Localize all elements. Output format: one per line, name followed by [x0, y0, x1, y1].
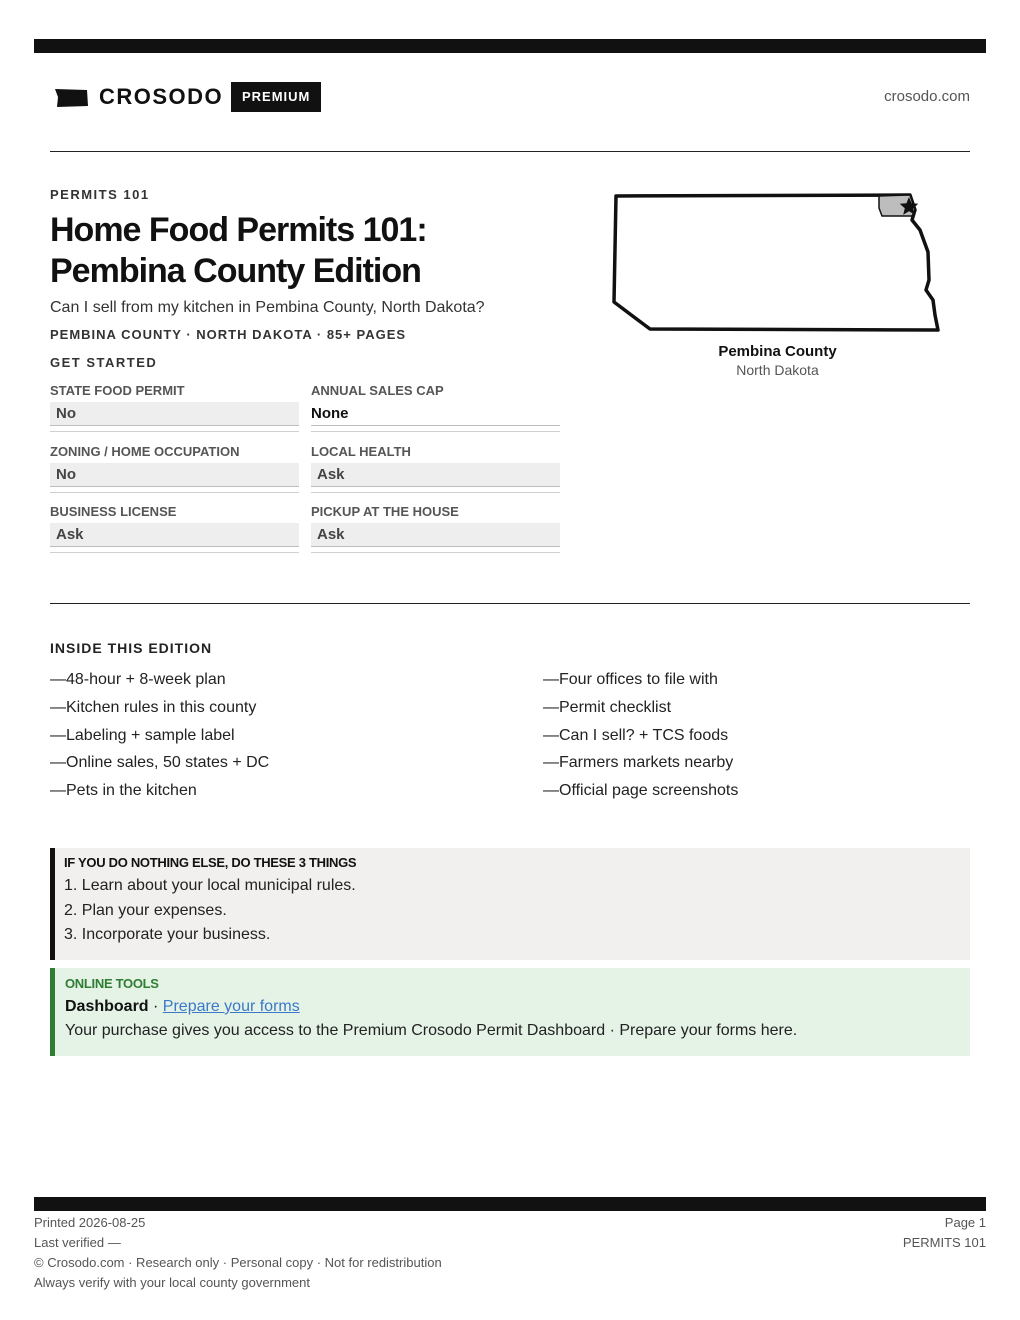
- last-verified: Last verified —: [34, 1235, 121, 1250]
- field-label: STATE FOOD PERMIT: [50, 383, 185, 398]
- list-item: —Four offices to file with: [543, 671, 718, 688]
- kicker: PERMITS 101: [50, 187, 150, 202]
- logo-icon: [54, 88, 88, 107]
- section-divider: [50, 603, 970, 604]
- field-value: Ask: [50, 523, 299, 547]
- callout-heading: IF YOU DO NOTHING ELSE, DO THESE 3 THINGS: [64, 855, 357, 870]
- page-number: Page 1: [944, 1215, 986, 1230]
- map-state-name: North Dakota: [736, 362, 819, 378]
- field-pickup-at-house: [311, 503, 560, 553]
- field-label: ANNUAL SALES CAP: [311, 383, 444, 398]
- top-rule: [34, 39, 986, 53]
- list-item: —Online sales, 50 states + DC: [50, 754, 270, 772]
- online-tools-panel: [50, 968, 970, 1056]
- field-label: LOCAL HEALTH: [311, 444, 411, 459]
- header-divider: [50, 151, 970, 152]
- field-value: Ask: [311, 523, 560, 547]
- tools-heading: ONLINE TOOLS: [65, 976, 159, 991]
- contents-list-right: [543, 666, 738, 805]
- field-underline: [50, 426, 299, 432]
- field-value: No: [50, 463, 299, 487]
- field-zoning: [50, 443, 299, 493]
- dashboard-label: Dashboard: [65, 998, 149, 1015]
- field-label: PICKUP AT THE HOUSE: [311, 504, 459, 519]
- field-annual-sales-cap: [311, 382, 560, 432]
- get-started-heading: GET STARTED: [50, 355, 158, 370]
- list-item: —Permit checklist: [543, 698, 672, 716]
- field-label: ZONING / HOME OCCUPATION: [50, 444, 240, 459]
- field-state-food-permit: [50, 382, 299, 432]
- three-things-callout: [50, 848, 970, 960]
- copyright: © Crosodo.com · Research only · Personal copy · Not for redistribution: [34, 1255, 442, 1270]
- footer-right: [903, 1213, 986, 1253]
- map-county-name: Pembina County: [718, 343, 837, 360]
- subtitle: Can I sell from my kitchen in Pembina County, North Dakota?: [50, 299, 485, 316]
- field-value: No: [50, 402, 299, 426]
- site-url[interactable]: crosodo.com: [884, 88, 970, 105]
- field-underline: [50, 547, 299, 553]
- list-item: —Pets in the kitchen: [50, 782, 197, 800]
- callout-item: 2. Plan your expenses.: [64, 901, 227, 919]
- bottom-rule: [34, 1197, 986, 1211]
- field-underline: [311, 547, 560, 553]
- field-business-license: [50, 503, 299, 553]
- field-underline: [311, 426, 560, 432]
- list-item: —48-hour + 8-week plan: [50, 671, 226, 688]
- field-underline: [50, 487, 299, 493]
- callout-item: 3. Incorporate your business.: [64, 926, 271, 943]
- field-underline: [311, 487, 560, 493]
- inside-edition-heading: INSIDE THIS EDITION: [50, 640, 213, 656]
- separator: ·: [148, 998, 163, 1015]
- list-item: —Can I sell? + TCS foods: [543, 726, 729, 744]
- page-title: [50, 210, 590, 292]
- state-map: [610, 190, 945, 338]
- list-item: —Official page screenshots: [543, 782, 739, 800]
- title-line-1: Home Food Permits 101:: [50, 211, 427, 249]
- prepare-forms-link[interactable]: Prepare your forms: [162, 998, 300, 1015]
- list-item: —Kitchen rules in this county: [50, 698, 257, 716]
- field-label: BUSINESS LICENSE: [50, 504, 177, 519]
- disclaimer: Always verify with your local county government: [34, 1275, 311, 1290]
- field-local-health: [311, 443, 560, 493]
- masthead: [50, 82, 970, 112]
- premium-badge: PREMIUM: [231, 82, 321, 112]
- printed-date: Printed 2026-08-25: [34, 1215, 146, 1230]
- brand-name: CROSODO: [99, 84, 224, 109]
- edition-meta: PEMBINA COUNTY · NORTH DAKOTA · 85+ PAGES: [50, 327, 407, 342]
- callout-item: 1. Learn about your local municipal rules.: [64, 877, 356, 894]
- tools-description: Your purchase gives you access to the Premium Crosodo Permit Dashboard · Prepare your forms here.: [65, 1022, 798, 1039]
- field-value: Ask: [311, 463, 560, 487]
- list-item: —Labeling + sample label: [50, 726, 235, 744]
- contents-list-left: [50, 666, 269, 805]
- field-value: None: [311, 402, 560, 426]
- title-line-2: Pembina County Edition: [50, 252, 421, 290]
- footer-left: [34, 1213, 442, 1293]
- map-caption: [640, 343, 915, 378]
- tools-dashboard-line: [65, 998, 970, 1016]
- list-item: —Farmers markets nearby: [543, 754, 734, 772]
- footer-section: PERMITS 101: [902, 1235, 986, 1250]
